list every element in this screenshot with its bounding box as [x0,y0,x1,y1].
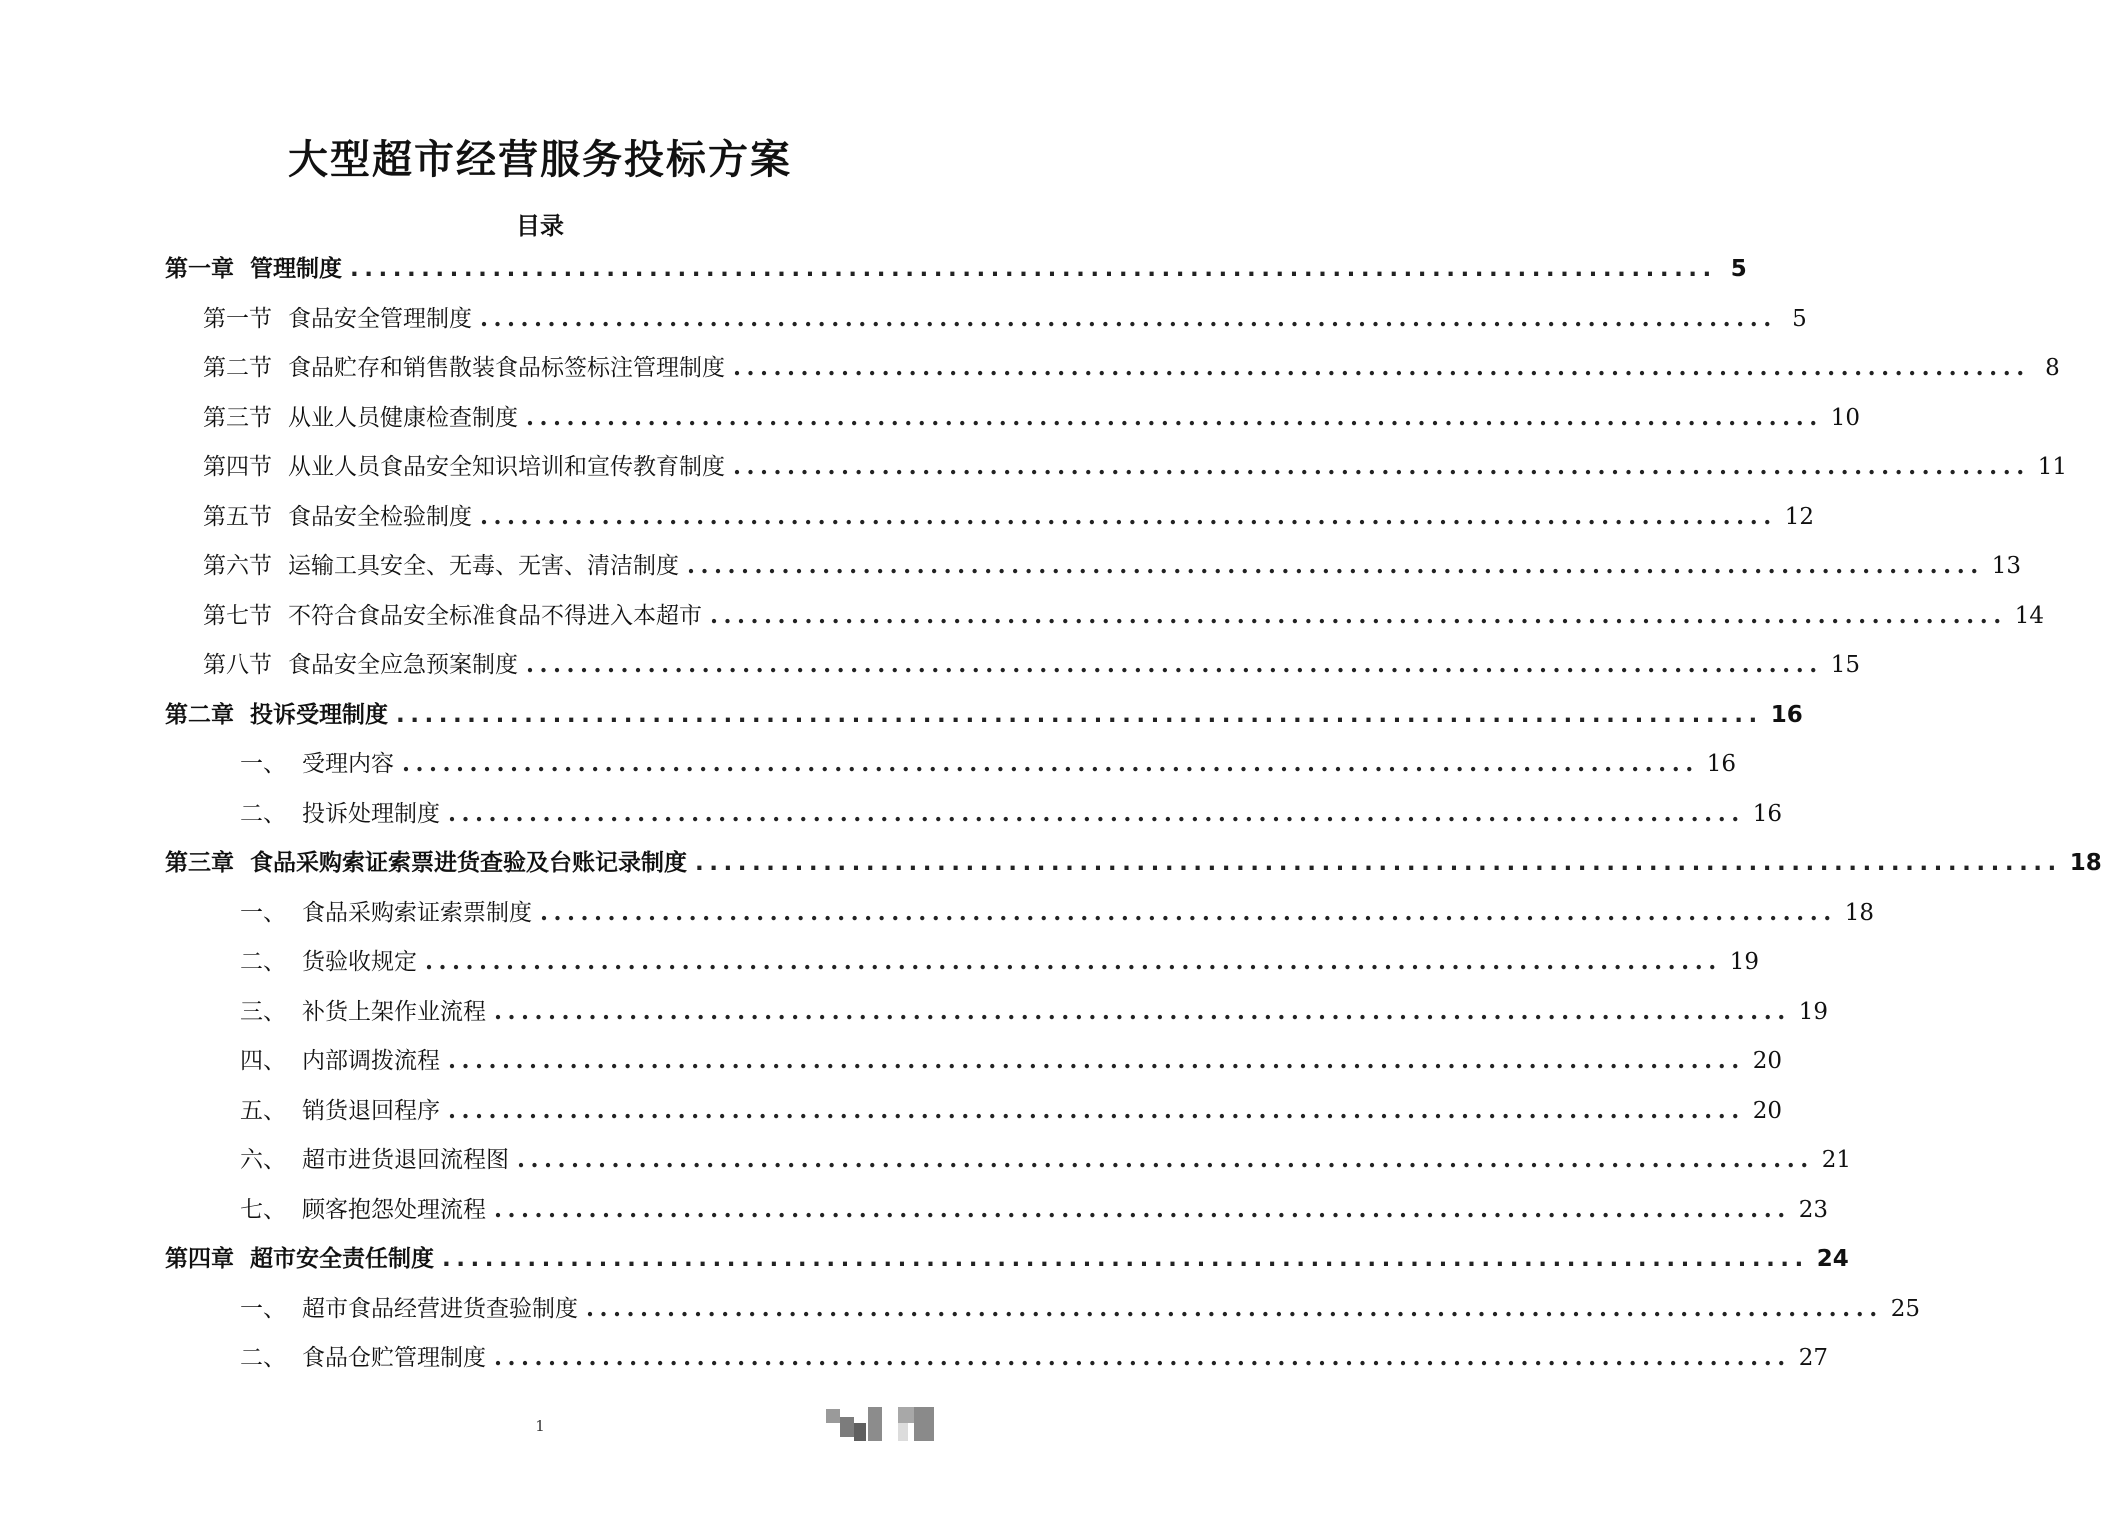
toc-entry-page: 13 [1991,553,2021,579]
toc-entry-page: 10 [1830,404,1860,431]
toc-dot-leader: ................................................................................................ [586,1294,1883,1322]
toc-entry-title: 从业人员健康检查制度 [288,404,518,431]
toc-entry-page: 18 [1844,899,1874,926]
page-number: 1 [535,1417,545,1435]
toc-entry[interactable] [240,795,1782,835]
toc-entry-title: 超市安全责任制度 [250,1246,434,1272]
toc-entry[interactable] [240,993,1828,1033]
toc-entry-page: 11 [2037,454,2067,480]
toc-entry-number: 七、 [240,1196,286,1223]
toc-entry-number: 一、 [240,751,286,777]
toc-entry-page: 16 [1770,701,1803,728]
toc-entry-number: 第一节 [203,305,272,332]
toc-dot-leader: ................................................................................................ [540,898,1837,926]
toc-entry-number: 第六节 [203,553,272,579]
toc-entry-page: 12 [1784,503,1814,530]
toc-dot-leader: ................................................................................................ [710,601,2007,629]
toc-entry-number: 一、 [240,899,286,926]
toc-entry-title: 顾客抱怨处理流程 [302,1196,486,1223]
toc-dot-leader: ................................................................................................ [425,948,1722,975]
toc-dot-leader: ................................................................................................ [526,403,1823,431]
toc-entry-page: 5 [1730,256,1747,282]
toc-entry[interactable] [203,448,2067,488]
toc-entry-page: 27 [1798,1345,1828,1371]
toc-entry[interactable] [240,745,1736,785]
toc-entry[interactable] [203,399,1860,439]
toc-dot-leader: ................................................................................................ [526,651,1823,678]
toc-entry-number: 二、 [240,949,286,975]
toc-entry[interactable] [240,1092,1782,1132]
toc-entry[interactable] [165,844,2102,884]
toc-entry[interactable] [240,1141,1851,1181]
toc-dot-leader: ................................................................................................ [494,997,1791,1025]
toc-entry-number: 六、 [240,1147,286,1173]
toc-entry-title: 投诉受理制度 [250,701,388,728]
toc-entry-page: 25 [1890,1295,1920,1322]
toc-entry-page: 20 [1752,1048,1782,1074]
toc-dot-leader: ................................................................................................ [480,502,1777,530]
toc-entry-title: 食品采购索证索票进货查验及台账记录制度 [250,850,687,876]
toc-entry[interactable] [165,696,1803,736]
toc-entry[interactable] [203,547,2021,587]
toc-entry-number: 第七节 [203,602,272,629]
toc-entry-number: 四、 [240,1048,286,1074]
toc-entry-page: 15 [1830,652,1860,678]
toc-entry-title: 管理制度 [250,256,342,282]
toc-dot-leader: ................................................................................................ [733,354,2030,381]
toc-entry-title: 食品贮存和销售散装食品标签标注管理制度 [288,355,725,381]
toc-entry-number: 第三章 [165,850,234,876]
toc-entry-number: 第三节 [203,404,272,431]
toc-dot-leader: ................................................................................................ [448,1096,1745,1124]
toc-entry-page: 8 [2045,355,2060,381]
watermark-logo-icon [826,1405,936,1443]
toc-dot-leader: ................................................................................................ [517,1146,1814,1173]
toc-entry-page: 5 [1792,305,1807,332]
document-title: 大型超市经营服务投标方案 [288,137,792,183]
toc-dot-leader: ................................................................................................ [687,552,1984,579]
toc-entry-page: 16 [1706,751,1736,777]
toc-entry[interactable] [165,250,1747,290]
toc-entry[interactable] [240,1339,1828,1379]
toc-entry-title: 不符合食品安全标准食品不得进入本超市 [288,602,702,629]
toc-dot-leader: ................................................................................................ [695,850,2062,876]
toc-entry[interactable] [165,1240,1849,1280]
toc-entry-number: 一、 [240,1295,286,1322]
toc-entry-title: 货验收规定 [302,949,417,975]
toc-entry[interactable] [240,1290,1920,1330]
toc-dot-leader: ................................................................................................ [733,453,2030,480]
toc-entry-title: 受理内容 [302,751,394,777]
toc-entry-page: 19 [1798,998,1828,1025]
toc-entry-title: 食品仓贮管理制度 [302,1345,486,1371]
toc-entry-number: 第五节 [203,503,272,530]
toc-entry-title: 食品安全应急预案制度 [288,652,518,678]
toc-entry-title: 投诉处理制度 [302,800,440,827]
toc-dot-leader: ................................................................................................ [448,1047,1745,1074]
toc-entry-page: 24 [1816,1246,1849,1272]
toc-entry[interactable] [240,894,1874,934]
toc-entry-number: 二、 [240,1345,286,1371]
toc-dot-leader: ................................................................................................ [442,1246,1809,1272]
toc-entry-number: 二、 [240,800,286,827]
toc-entry-page: 16 [1752,800,1782,827]
toc-entry-title: 食品采购索证索票制度 [302,899,532,926]
toc-entry[interactable] [203,597,2044,637]
toc-entry-title: 销货退回程序 [302,1097,440,1124]
toc-entry-page: 18 [2069,850,2102,876]
toc-entry-page: 21 [1821,1147,1851,1173]
toc-dot-leader: ................................................................................................ [480,304,1777,332]
toc-entry-number: 第一章 [165,256,234,282]
toc-entry-title: 补货上架作业流程 [302,998,486,1025]
toc-entry-title: 超市进货退回流程图 [302,1147,509,1173]
toc-entry-title: 从业人员食品安全知识培训和宣传教育制度 [288,454,725,480]
toc-dot-leader: ................................................................................................ [448,799,1745,827]
toc-entry[interactable] [203,349,2060,389]
toc-entry-page: 20 [1752,1097,1782,1124]
toc-entry-page: 14 [2014,602,2044,629]
toc-dot-leader: ................................................................................................ [396,701,1763,728]
toc-entry-number: 第四节 [203,454,272,480]
toc-entry[interactable] [240,1042,1782,1082]
toc-entry-title: 食品安全管理制度 [288,305,472,332]
toc-entry[interactable] [203,300,1807,340]
toc-entry[interactable] [203,498,1814,538]
toc-dot-leader: ................................................................................................ [350,256,1717,282]
toc-entry-number: 第二章 [165,701,234,728]
toc-entry-title: 超市食品经营进货查验制度 [302,1295,578,1322]
toc-entry-number: 第二节 [203,355,272,381]
toc-entry-number: 五、 [240,1097,286,1124]
toc-entry-number: 第八节 [203,652,272,678]
toc-dot-leader: ................................................................................................ [494,1344,1791,1371]
toc-entry-title: 运输工具安全、无毒、无害、清洁制度 [288,553,679,579]
toc-entry[interactable] [240,943,1759,983]
toc-entry-page: 19 [1729,949,1759,975]
toc-entry-number: 三、 [240,998,286,1025]
toc-entry-title: 内部调拨流程 [302,1048,440,1074]
toc-entry[interactable] [203,646,1860,686]
toc-entry-number: 第四章 [165,1246,234,1272]
toc-entry-title: 食品安全检验制度 [288,503,472,530]
toc-dot-leader: ................................................................................................ [402,750,1699,777]
toc-heading: 目录 [516,212,564,240]
toc-entry-page: 23 [1798,1196,1828,1223]
toc-dot-leader: ................................................................................................ [494,1195,1791,1223]
toc-entry[interactable] [240,1191,1828,1231]
